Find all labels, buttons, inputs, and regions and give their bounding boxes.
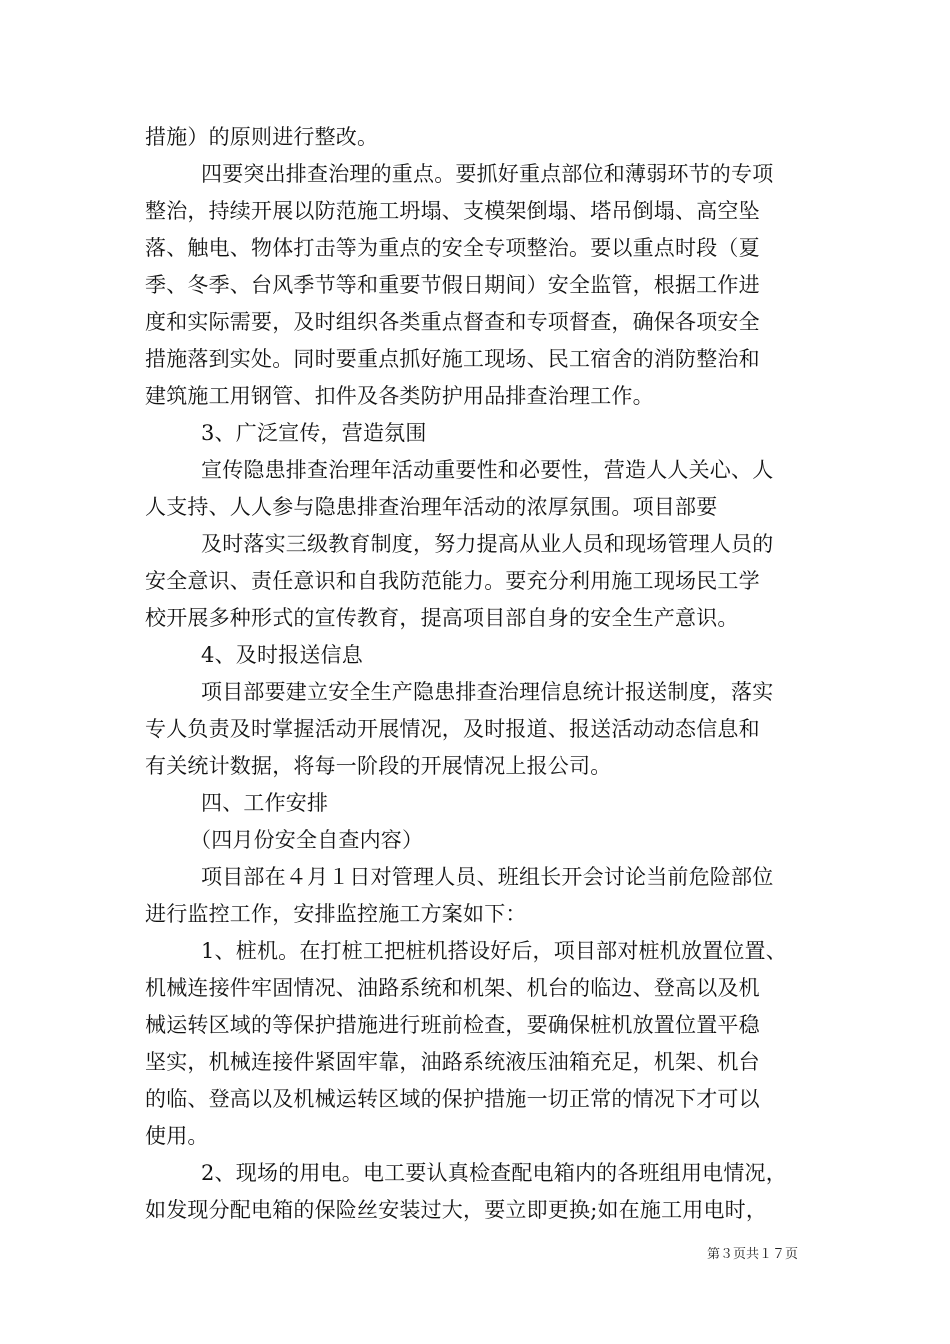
text-line: 整治，持续开展以防范施工坍塌、支模架倒塌、塔吊倒塌、高空坠 [145, 199, 760, 223]
section-heading: 4、及时报送信息 [201, 643, 363, 667]
section-heading: 四、工作安排 [201, 791, 329, 815]
text-line: 使用。 [145, 1124, 209, 1148]
page-number: 第３页共１７页 [707, 1247, 799, 1262]
text-line: 措施落到实处。同时要重点抓好施工现场、民工宿舍的消防整治和 [145, 347, 760, 371]
text-line: 2、现场的用电。电工要认真检查配电箱内的各班组用电情况， [201, 1161, 787, 1185]
text-line: 1、桩机。在打桩工把桩机搭设好后，项目部对桩机放置位置、 [201, 939, 787, 963]
text-line: 季、冬季、台风季节等和重要节假日期间）安全监管，根据工作进 [145, 273, 760, 297]
text-line: 度和实际需要，及时组织各类重点督查和专项督查，确保各项安全 [145, 310, 760, 334]
text-line: 专人负责及时掌握活动开展情况，及时报道、报送活动动态信息和 [145, 717, 760, 741]
text-line: 四要突出排查治理的重点。要抓好重点部位和薄弱环节的专项 [201, 162, 774, 186]
text-line: 落、触电、物体打击等为重点的安全专项整治。要以重点时段（夏 [145, 236, 760, 260]
text-line: 及时落实三级教育制度，努力提高从业人员和现场管理人员的 [201, 532, 774, 556]
text-line: 械运转区域的等保护措施进行班前检查，要确保桩机放置位置平稳 [145, 1013, 760, 1037]
text-line: 安全意识、责任意识和自我防范能力。要充分利用施工现场民工学 [145, 569, 760, 593]
subheading: （四月份安全自查内容） [190, 828, 424, 852]
text-line: 校开展多种形式的宣传教育，提高项目部自身的安全生产意识。 [145, 606, 739, 630]
text-line: 措施）的原则进行整改。 [145, 125, 379, 149]
text-line: 如发现分配电箱的保险丝安装过大，要立即更换;如在施工用电时， [145, 1198, 768, 1222]
text-line: 坚实，机械连接件紧固牢靠，油路系统液压油箱充足，机架、机台 [145, 1050, 760, 1074]
section-heading: 3、广泛宣传，营造氛围 [201, 421, 427, 445]
text-line: 机械连接件牢固情况、油路系统和机架、机台的临边、登高以及机 [145, 976, 760, 1000]
text-line: 项目部要建立安全生产隐患排查治理信息统计报送制度，落实 [201, 680, 774, 704]
text-line: 有关统计数据，将每一阶段的开展情况上报公司。 [145, 754, 612, 778]
text-line: 宣传隐患排查治理年活动重要性和必要性，营造人人关心、人 [201, 458, 774, 482]
text-line: 人支持、人人参与隐患排查治理年活动的浓厚氛围。项目部要 [145, 495, 718, 519]
text-line: 项目部在４月１日对管理人员、班组长开会讨论当前危险部位 [201, 865, 774, 889]
text-line: 的临、登高以及机械运转区域的保护措施一切正常的情况下才可以 [145, 1087, 760, 1111]
text-line: 建筑施工用钢管、扣件及各类防护用品排查治理工作。 [145, 384, 654, 408]
text-line: 进行监控工作，安排监控施工方案如下： [145, 902, 527, 926]
